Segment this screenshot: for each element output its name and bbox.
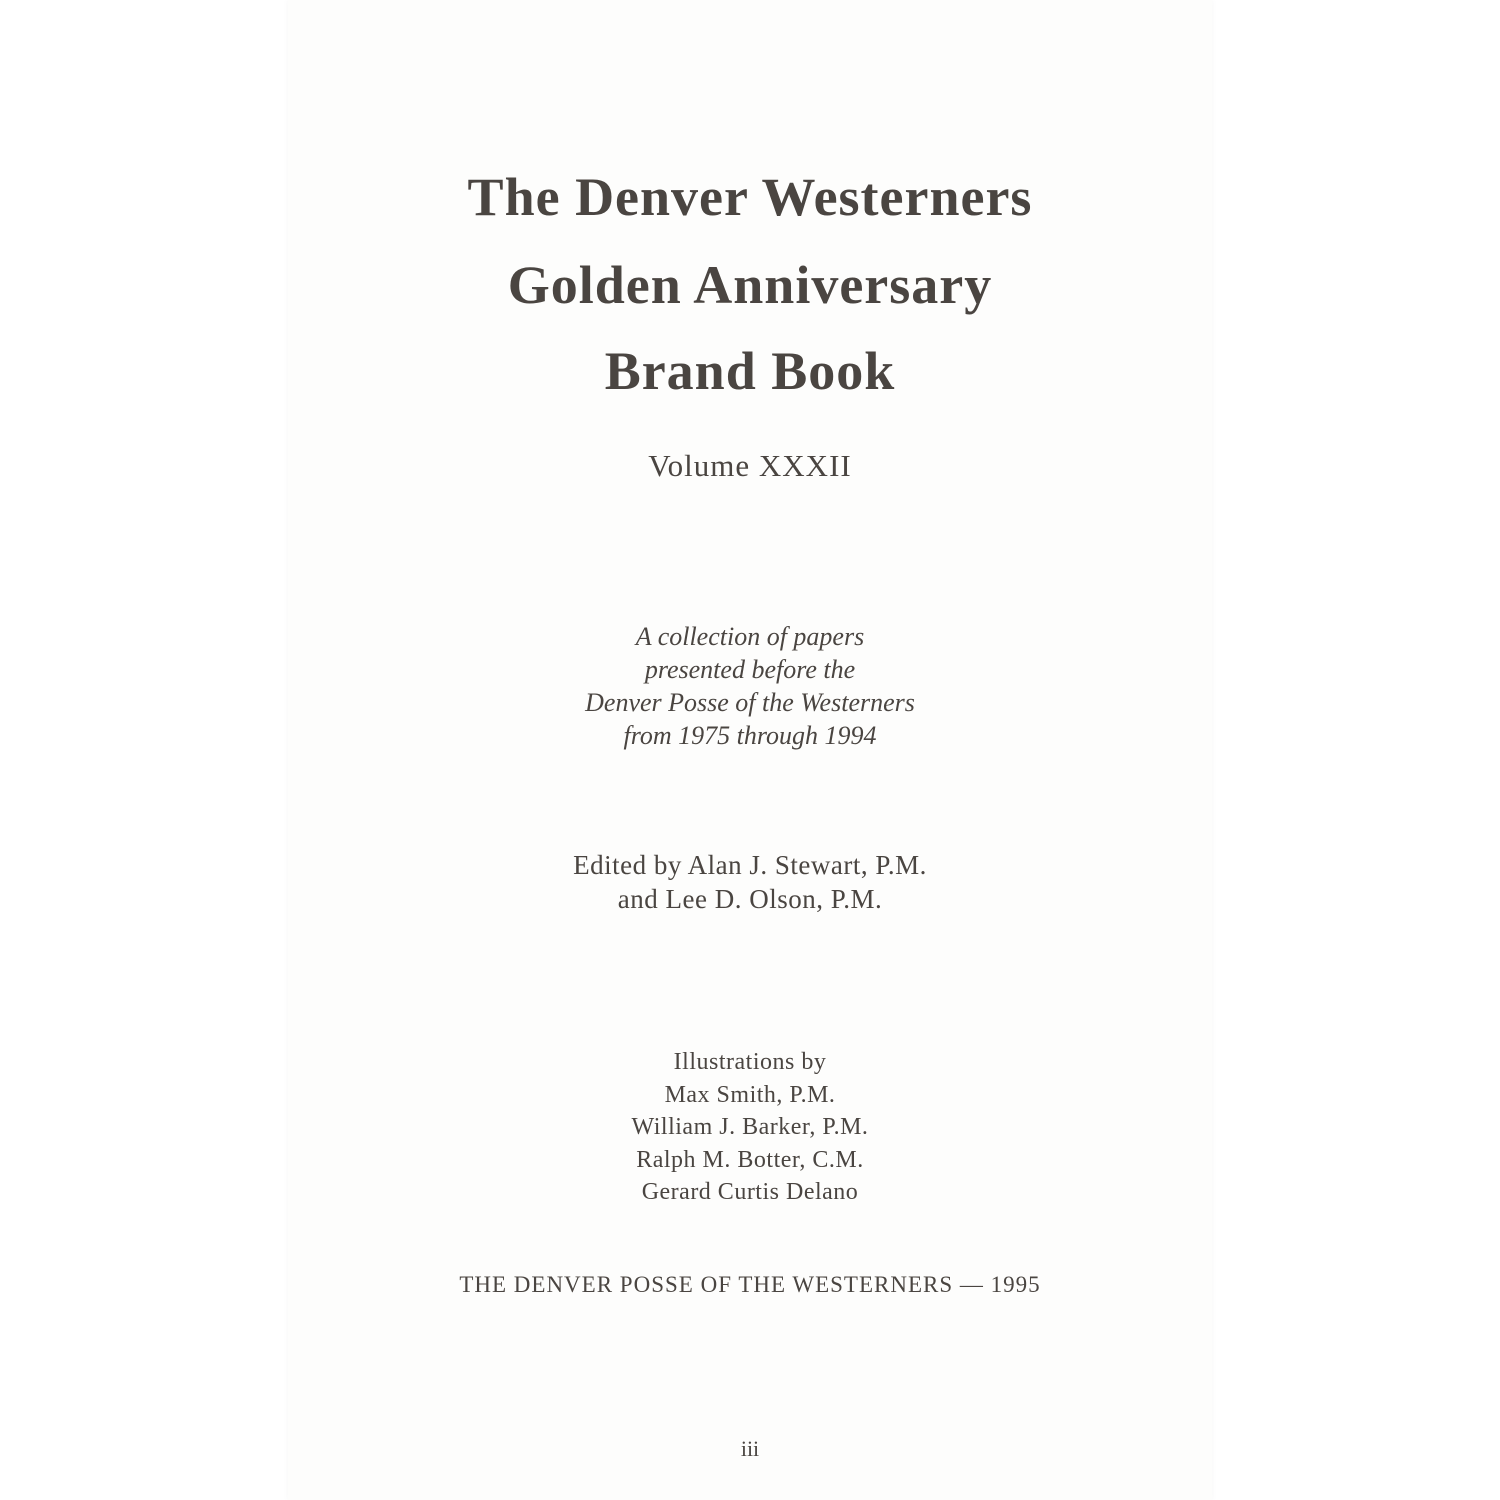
description-line: A collection of papers	[635, 622, 865, 651]
description-line: from 1975 through 1994	[623, 721, 877, 750]
title-line-1: The Denver Westerners	[467, 167, 1033, 227]
collection-description	[0, 620, 1500, 752]
page-number: iii	[740, 1436, 760, 1461]
editors-credit	[0, 848, 1500, 916]
title-line-2: Golden Anniversary	[507, 255, 993, 315]
editor-line: Edited by Alan J. Stewart, P.M.	[573, 850, 927, 880]
volume-label: Volume XXXII	[648, 448, 852, 483]
illustrator-name: William J. Barker, P.M.	[631, 1114, 869, 1140]
editor-line: and Lee D. Olson, P.M.	[617, 884, 883, 914]
illustrator-name: Ralph M. Botter, C.M.	[636, 1146, 864, 1173]
illustrator-name: Gerard Curtis Delano	[641, 1179, 859, 1205]
description-line: Denver Posse of the Westerners	[585, 688, 915, 717]
title-line-3: Brand Book	[604, 341, 896, 401]
publisher-line: THE DENVER POSSE OF THE WESTERNERS — 1995	[459, 1272, 1041, 1297]
illustrations-credit	[0, 1046, 1500, 1209]
description-line: presented before the	[644, 655, 856, 684]
illustrator-name: Max Smith, P.M.	[664, 1081, 836, 1108]
illustrations-heading: Illustrations by	[673, 1049, 827, 1075]
